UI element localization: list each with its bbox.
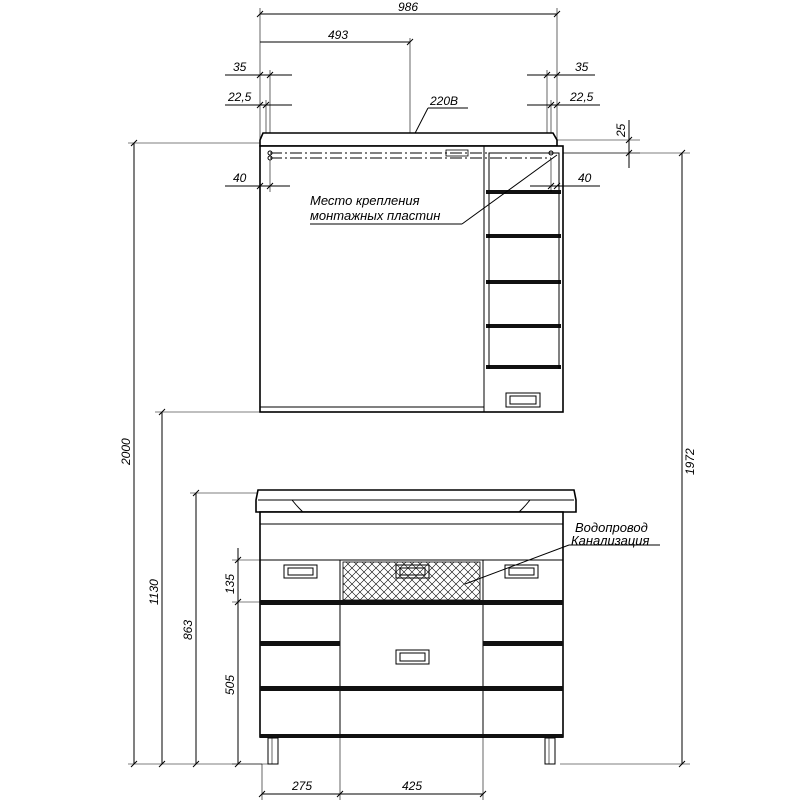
- sewerage-label: Канализация: [571, 533, 650, 548]
- dim-22-right-label: 22,5: [570, 90, 594, 104]
- dim-40-right-label: 40: [578, 171, 592, 185]
- mounting-label-line2: монтажных пластин: [310, 208, 441, 223]
- dim-25-label: 25: [614, 123, 628, 137]
- dim-505-label: 505: [223, 674, 237, 695]
- dim-22-left-label: 22,5: [228, 90, 252, 104]
- dim-135-label: 135: [223, 573, 237, 594]
- dim-986-label: 986: [397, 0, 419, 14]
- dimension-2000: [119, 140, 270, 767]
- dimension-493: [260, 28, 413, 140]
- mirror-cabinet: [260, 133, 563, 412]
- dim-493-label: 493: [327, 28, 349, 42]
- dim-1130-label: 1130: [147, 579, 161, 605]
- dim-863-label: 863: [181, 619, 195, 640]
- dim-2000-label: 2000: [119, 438, 133, 465]
- vanity-unit: [256, 490, 576, 764]
- water-supply-label: Водопровод: [575, 520, 648, 535]
- dim-35-left-label: 35: [233, 60, 247, 74]
- dimension-505: [223, 602, 262, 767]
- dim-275-label: 275: [291, 779, 313, 793]
- dimension-135: [223, 548, 260, 612]
- dimension-1972: [560, 150, 697, 767]
- dimension-25: [557, 120, 640, 168]
- dim-425-label: 425: [401, 779, 423, 793]
- dimension-863: [181, 490, 258, 767]
- dim-35-right-label: 35: [575, 60, 589, 74]
- dimension-986: [257, 0, 560, 140]
- dim-40-left-label: 40: [233, 171, 247, 185]
- dim-1972-label: 1972: [683, 448, 697, 475]
- power-label: 220В: [430, 94, 459, 108]
- mounting-label-line1: Место крепления: [310, 193, 420, 208]
- dimension-1130: [147, 409, 260, 767]
- dimension-bottom: [259, 737, 486, 800]
